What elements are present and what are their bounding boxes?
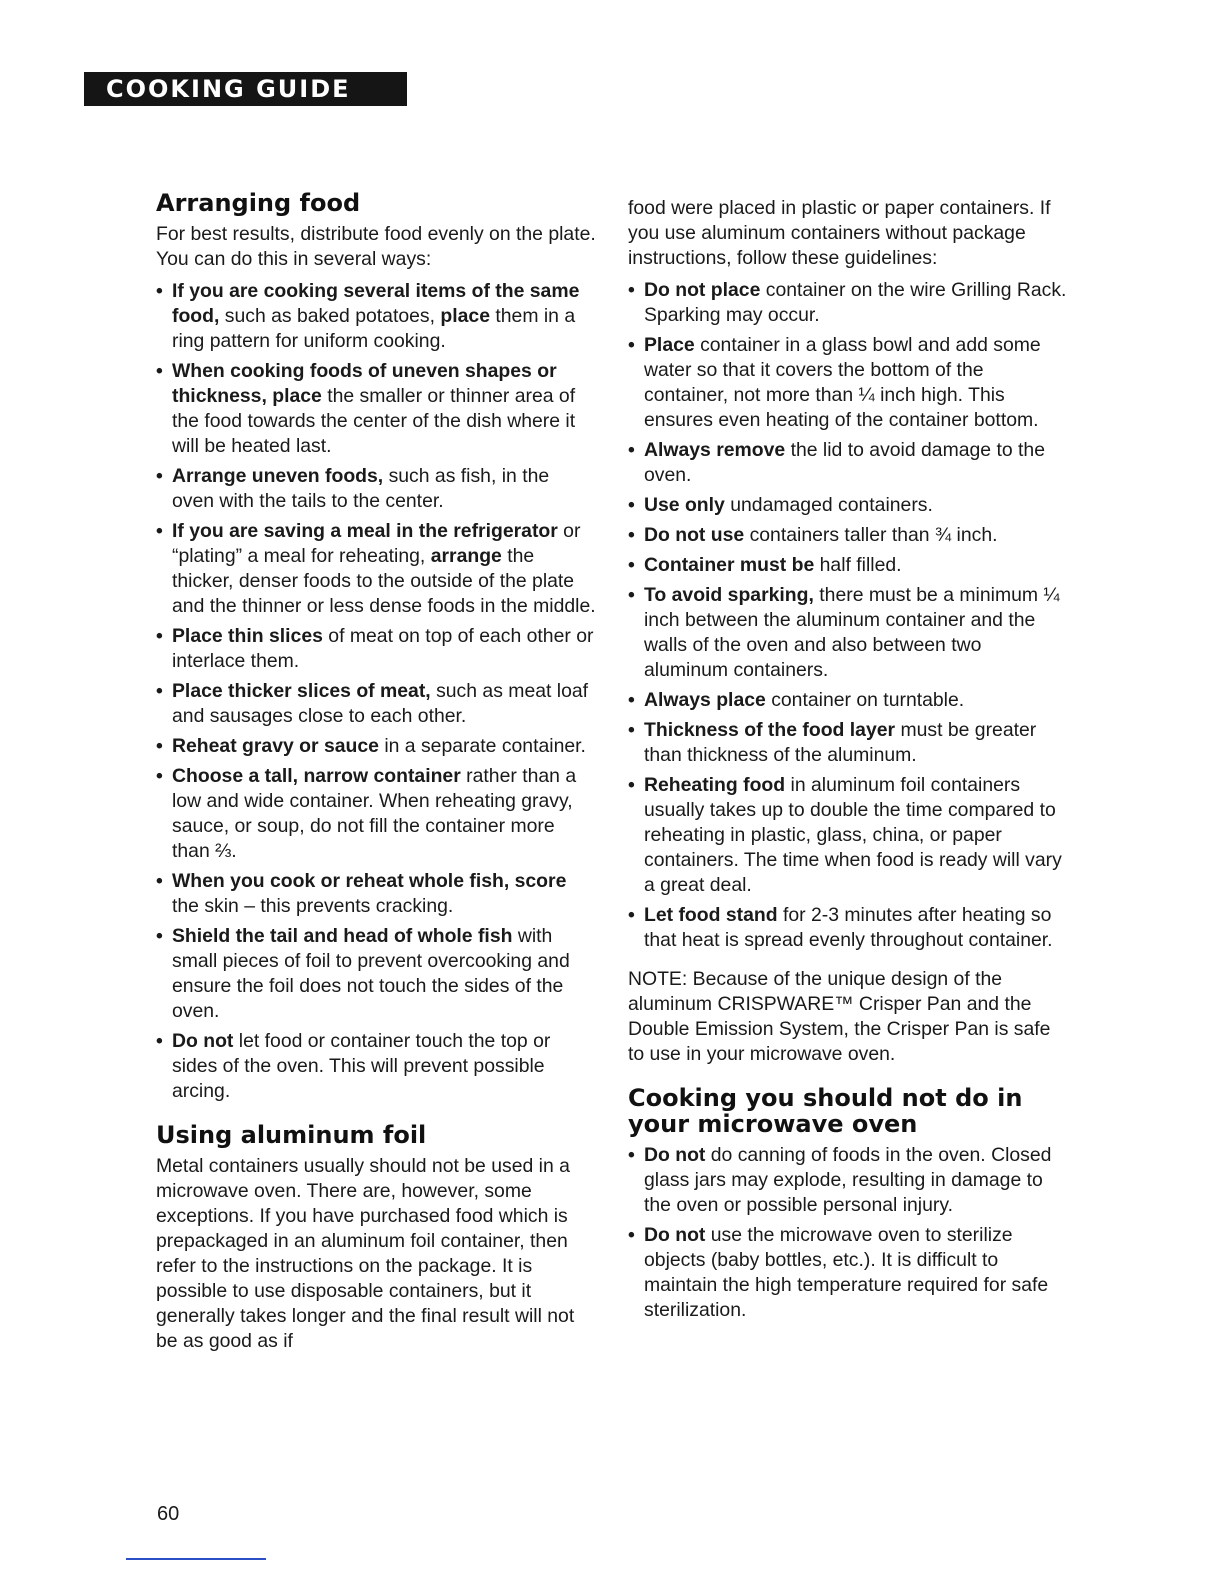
bullet-icon: • xyxy=(156,465,163,487)
using-aluminum-foil-heading: Using aluminum foil xyxy=(156,1121,427,1149)
right-column xyxy=(628,196,1068,1328)
aluminum-paragraph-continued: food were placed in plastic or paper containers. If you use aluminum containers without package instructions, follow these guidelines: xyxy=(628,197,1051,269)
list-item: • When cooking foods of uneven shapes or thickness, place the smaller or thinner area of the food towards the center of the dish where it will be heated last. xyxy=(156,360,576,457)
list-item: • Let food stand for 2-3 minutes after heating so that heat is spread evenly throughout container. xyxy=(628,904,1053,951)
list-item: • Place container in a glass bowl and add some water so that it covers the bottom of the container, not more than ¼ inch high. This ensures even heating of the container bottom. xyxy=(628,334,1041,431)
list-item: • Do not place container on the wire Grilling Rack. Sparking may occur. xyxy=(628,279,1067,326)
list-item: • Do not use the microwave oven to sterilize objects (baby bottles, etc.). It is difficult to maintain the high temperature required for safe sterilization. xyxy=(628,1224,1049,1321)
list-item: • Use only undamaged containers. xyxy=(628,494,933,516)
bullet-icon: • xyxy=(156,520,163,542)
bullet-icon: • xyxy=(628,774,635,796)
bullet-icon: • xyxy=(156,360,163,382)
arranging-food-heading: Arranging food xyxy=(156,189,361,217)
section-header: COOKING GUIDE xyxy=(84,72,407,106)
bullet-icon: • xyxy=(156,680,163,702)
bullet-icon: • xyxy=(628,494,635,516)
cooking-not-do-heading: Cooking you should not do in your microwave oven xyxy=(628,1084,1023,1138)
list-item: • Do not let food or container touch the top or sides of the oven. This will prevent possible arcing. xyxy=(156,1030,551,1102)
left-column xyxy=(156,190,596,1361)
list-item: • Container must be half filled. xyxy=(628,554,902,576)
list-item: • Always place container on turntable. xyxy=(628,689,965,711)
bullet-icon: • xyxy=(628,904,635,926)
bullet-icon: • xyxy=(628,554,635,576)
list-item: • Do not do canning of foods in the oven. Closed glass jars may explode, resulting in damage to the oven or possible personal injury. xyxy=(628,1144,1052,1216)
arranging-list xyxy=(156,279,596,1104)
note-text: Because of the unique design of the aluminum CRISPWARE™ Crisper Pan and the Double Emission System, the Crisper Pan is safe to use in your microwave oven. xyxy=(628,968,1051,1065)
footer-divider xyxy=(126,1558,266,1560)
note-label: NOTE: xyxy=(628,968,688,990)
list-item: • Reheating food in aluminum foil containers usually takes up to double the time compared to reheating in plastic, glass, china, or paper containers. The time when food is ready will vary a great deal. xyxy=(628,774,1062,896)
bullet-icon: • xyxy=(628,439,635,461)
arranging-intro: For best results, distribute food evenly on the plate. You can do this in several ways: xyxy=(156,223,596,270)
bullet-icon: • xyxy=(628,719,635,741)
list-item: • Choose a tall, narrow container rather than a low and wide container. When reheating gravy, sauce, or soup, do not fill the container more than ⅔. xyxy=(156,765,577,862)
bullet-icon: • xyxy=(628,279,635,301)
bullet-icon: • xyxy=(628,1224,635,1246)
bullet-icon: • xyxy=(628,584,635,606)
list-item: • Place thicker slices of meat, such as meat loaf and sausages close to each other. xyxy=(156,680,589,727)
list-item: • When you cook or reheat whole fish, score the skin – this prevents cracking. xyxy=(156,870,567,917)
list-item: • Place thin slices of meat on top of each other or interlace them. xyxy=(156,625,594,672)
bullet-icon: • xyxy=(156,765,163,787)
bullet-icon: • xyxy=(628,1144,635,1166)
bullet-icon: • xyxy=(156,625,163,647)
bullet-icon: • xyxy=(156,735,163,757)
list-item: • To avoid sparking, there must be a minimum ¼ inch between the aluminum container and the walls of the oven and also between two aluminum containers. xyxy=(628,584,1060,681)
list-item: • Arrange uneven foods, such as fish, in the oven with the tails to the center. xyxy=(156,465,550,512)
list-item: • If you are saving a meal in the refrigerator or “plating” a meal for reheating, arrange the thicker, denser foods to the outside of the plate and the thinner or less dense foods in the middle. xyxy=(156,520,596,617)
page-number: 60 xyxy=(157,1503,180,1525)
list-item: • If you are cooking several items of the same food, such as baked potatoes, place them in a ring pattern for uniform cooking. xyxy=(156,280,580,352)
bullet-icon: • xyxy=(156,1030,163,1052)
list-item: • Reheat gravy or sauce in a separate container. xyxy=(156,735,586,757)
bullet-icon: • xyxy=(628,334,635,356)
aluminum-paragraph: Metal containers usually should not be used in a microwave oven. There are, however, some exceptions. If you have purchased food which is prepackaged in an aluminum foil container, then refer to the instructions on the package. It is possible to use disposable containers, but it generally takes longer and the final result will not be as good as if xyxy=(156,1155,575,1352)
list-item: • Thickness of the food layer must be greater than thickness of the aluminum. xyxy=(628,719,1037,766)
not-do-list xyxy=(628,1143,1068,1323)
list-item: • Always remove the lid to avoid damage to the oven. xyxy=(628,439,1045,486)
bullet-icon: • xyxy=(156,925,163,947)
list-item: • Do not use containers taller than ¾ inch. xyxy=(628,524,998,546)
note-paragraph xyxy=(628,967,1068,1067)
bullet-icon: • xyxy=(628,689,635,711)
bullet-icon: • xyxy=(156,870,163,892)
bullet-icon: • xyxy=(628,524,635,546)
aluminum-list xyxy=(628,278,1068,953)
bullet-icon: • xyxy=(156,280,163,302)
list-item: • Shield the tail and head of whole fish with small pieces of foil to prevent overcooking and ensure the foil does not touch the sides of the oven. xyxy=(156,925,570,1022)
